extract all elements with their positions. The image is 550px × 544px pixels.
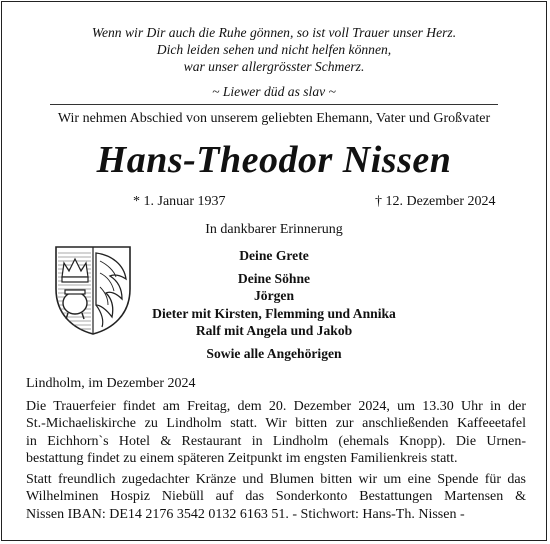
donation-text <box>26 471 526 523</box>
place-date: Lindholm, im Dezember 2024 <box>26 376 196 391</box>
sons-heading: Deine Söhne <box>237 270 311 286</box>
mourners-list <box>2 247 546 362</box>
motto: ~ Liewer düd as slav ~ <box>212 84 336 99</box>
obituary-card <box>1 1 547 541</box>
divider <box>50 104 498 105</box>
birth-date: * 1. Januar 1937 <box>133 194 226 209</box>
text-line: Statt freundlich zugedachter Kränze und Blumen bitten wir um eine Spende für das <box>26 472 526 487</box>
son-entry: Ralf mit Angela und Jakob <box>195 323 353 338</box>
death-date: † 12. Dezember 2024 <box>375 194 496 209</box>
text-line: in Eichhorn`s Hotel & Restaurant in Lindholm (ehemals Knopp). Die Urnen- <box>26 433 526 449</box>
other-relatives: Sowie alle Angehörigen <box>206 345 342 361</box>
text-line: bestattung findet zu einem späteren Zeitpunkt im engsten Familienkreis statt. <box>26 450 458 466</box>
text-line: Die Trauerfeier findet am Freitag, dem 20. Dezember 2024, um 13.30 Uhr in der <box>26 399 526 414</box>
farewell-intro: Wir nehmen Abschied von unserem geliebten Ehemann, Vater und Großvater <box>57 111 491 126</box>
poem-line: war unser allergrösster Schmerz. <box>183 59 365 74</box>
poem-verse <box>2 24 546 75</box>
text-line: St.-Michaeliskirche zu Lindholm statt. Wir bitten zur anschließenden Kaffeeetafel <box>26 416 526 432</box>
son-entry: Dieter mit Kirsten, Flemming und Annika <box>152 305 396 321</box>
memory-heading: In dankbarer Erinnerung <box>205 222 343 237</box>
text-line: Nissen IBAN: DE14 2176 3542 0132 6163 51. - Stichwort: Hans-Th. Nissen - <box>26 506 465 522</box>
funeral-service-text <box>26 398 526 467</box>
wife-name: Deine Grete <box>239 248 309 263</box>
poem-line: Wenn wir Dir auch die Ruhe gönnen, so ist voll Trauer unser Herz. <box>91 25 457 40</box>
text-line: Wilhelminen Hospiz Niebüll auf das Sonderkonto Bestattungen Martensen & <box>26 489 526 505</box>
son-entry: Jörgen <box>253 288 295 303</box>
deceased-name: Hans-Theodor Nissen <box>96 139 452 181</box>
poem-line: Dich leiden sehen und nicht helfen können, <box>156 42 392 57</box>
